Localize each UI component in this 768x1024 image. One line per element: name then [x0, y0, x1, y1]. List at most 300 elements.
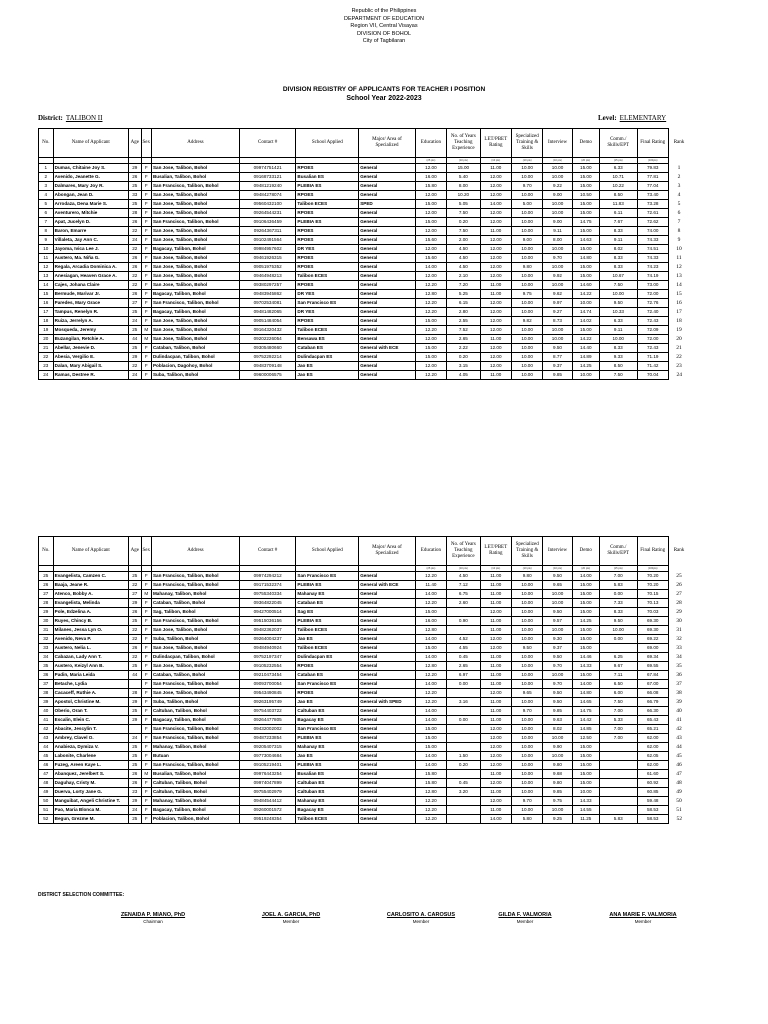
cell-let-rating: 12.00 — [480, 236, 511, 245]
table-row — [39, 290, 690, 299]
cell-let-rating: 12.00 — [480, 263, 511, 272]
cell-interview: 10.00 — [543, 752, 572, 761]
cell-name: Austero, Keizyl Ann B. — [53, 662, 128, 671]
cell-no: 42 — [39, 725, 54, 734]
cell-experience — [447, 815, 480, 824]
cell-address: Caltuban, Talibon, Bohol — [151, 788, 239, 797]
cell-education: 15.00 — [415, 317, 446, 326]
cell-education: 12.00 — [415, 362, 446, 371]
cell-name: Manguibat, Angeli Christine T. — [53, 797, 128, 806]
table-row — [39, 335, 690, 344]
cell-training: 10.00 — [511, 608, 542, 617]
cell-interview: 10.00 — [543, 335, 572, 344]
cell-major: General — [359, 236, 416, 245]
cell-rank: 43 — [676, 735, 682, 741]
cell-demo: 14.33 — [572, 662, 599, 671]
cell-name: Fuzeg, Areen Kaye L. — [53, 761, 128, 770]
cell-sex: F — [141, 173, 151, 182]
cell-let-rating: 12.00 — [480, 743, 511, 752]
cell-interview: 9.22 — [543, 182, 572, 191]
cell-name: Baron, Emarre — [53, 227, 128, 236]
cell-let-rating: 12.00 — [480, 326, 511, 335]
cell-no: 37 — [39, 680, 54, 689]
cell-contact: 09976443254 — [239, 770, 296, 779]
cell-final-rating: 72.76 — [637, 299, 668, 308]
table-row — [39, 707, 690, 716]
level-field — [598, 114, 666, 122]
cell-comm-skills: 10.33 — [599, 308, 637, 317]
cell-training: 10.00 — [511, 218, 542, 227]
points-cell: (100pts) — [637, 566, 668, 572]
cell-training: 10.00 — [511, 272, 542, 281]
cell-address: San Jose, Talibon, Bohol — [151, 263, 239, 272]
cell-experience: 3.16 — [447, 698, 480, 707]
cell-address: San Jose, Talibon, Bohol — [151, 209, 239, 218]
cell-final-rating: 72.00 — [637, 290, 668, 299]
cell-age: 22 — [128, 581, 141, 590]
cell-age: 25 — [128, 572, 141, 581]
cell-let-rating: 11.00 — [480, 698, 511, 707]
cell-comm-skills: 6.50 — [599, 680, 637, 689]
cell-age: 26 — [128, 290, 141, 299]
cell-rank: 47 — [676, 771, 682, 777]
cell-experience: 4.05 — [447, 371, 480, 380]
cell-name: Jayoma, Ivica Lee J. — [53, 245, 128, 254]
cell-name: Anabieza, Dymiza V. — [53, 743, 128, 752]
cell-demo: 14.42 — [572, 716, 599, 725]
cell-interview: 10.00 — [543, 590, 572, 599]
cell-name: Dalmares, Mary Joy R. — [53, 182, 128, 191]
cell-let-rating: 12.00 — [480, 317, 511, 326]
cell-demo: 15.00 — [572, 245, 599, 254]
cell-training: 10.00 — [511, 779, 542, 788]
cell-age: 26 — [128, 779, 141, 788]
cell-interview: 8.00 — [543, 236, 572, 245]
cell-no: 3 — [39, 182, 54, 191]
cell-age: 25 — [128, 617, 141, 626]
cell-let-rating: 12.00 — [480, 209, 511, 218]
cell-let-rating: 12.00 — [480, 797, 511, 806]
cell-let-rating: 11.00 — [480, 653, 511, 662]
cell-rank: 9 — [677, 237, 681, 243]
table-row — [39, 635, 690, 644]
table-row — [39, 299, 690, 308]
table-row — [39, 734, 690, 743]
document-title — [0, 86, 768, 103]
cell-contact: 09171532374 — [239, 581, 296, 590]
cell-age: 22 — [128, 626, 141, 635]
column-header-major: Major/ Area of Specialized — [359, 129, 416, 158]
points-cell: (20 pts) — [572, 566, 599, 572]
table-row — [39, 806, 690, 815]
cell-rank: 12 — [676, 264, 682, 270]
cell-training: 10.00 — [511, 806, 542, 815]
cell-interview: 10.00 — [543, 671, 572, 680]
cell-no: 2 — [39, 173, 54, 182]
cell-training: 10.00 — [511, 698, 542, 707]
cell-education: 15.00 — [415, 200, 446, 209]
cell-final-rating: 58.53 — [637, 806, 668, 815]
signer-member — [366, 912, 476, 924]
cell-education: 14.00 — [415, 590, 446, 599]
cell-contact: 09364822045 — [239, 599, 296, 608]
cell-let-rating: 11.00 — [480, 572, 511, 581]
cell-final-rating: 67.00 — [637, 680, 668, 689]
cell-age: 26 — [128, 644, 141, 653]
cell-school: PLEBIA ES — [296, 581, 359, 590]
cell-education: 12.20 — [415, 599, 446, 608]
cell-sex: F — [141, 290, 151, 299]
cell-no: 12 — [39, 263, 54, 272]
cell-major: General — [359, 572, 416, 581]
cell-address: San Francisco, Talibon, Bohol — [151, 680, 239, 689]
cell-comm-skills: 9.11 — [599, 326, 637, 335]
cell-education: 12.20 — [415, 815, 446, 824]
cell-major: General — [359, 308, 416, 317]
table-row — [39, 164, 690, 173]
cell-education: 12.20 — [415, 281, 446, 290]
cell-contact: 09105232554 — [239, 662, 296, 671]
column-header-school: School Applied — [296, 537, 359, 566]
cell-no: 25 — [39, 572, 54, 581]
column-header-let-rating: LET/PBET Rating — [480, 537, 511, 566]
cell-name: Dumas, Chitaine Joy S. — [53, 164, 128, 173]
cell-demo: 15.00 — [572, 599, 599, 608]
cell-school: Talibon ECES — [296, 200, 359, 209]
cell-training: 9.80 — [511, 263, 542, 272]
cell-name: Aventurero, Mitchie — [53, 209, 128, 218]
cell-school: PLEBIA ES — [296, 734, 359, 743]
cell-name: Cabazan, Lady Ann T. — [53, 653, 128, 662]
cell-comm-skills: 7.00 — [599, 707, 637, 716]
cell-comm-skills: 7.50 — [599, 281, 637, 290]
column-header-final-rating: Final Rating — [637, 537, 668, 566]
cell-no: 51 — [39, 806, 54, 815]
cell-rank: 14 — [676, 282, 682, 288]
cell-no: 11 — [39, 254, 54, 263]
cell-address: San Jose, Talibon, Bohol — [151, 326, 239, 335]
cell-training: 10.00 — [511, 173, 542, 182]
cell-demo: 14.00 — [572, 680, 599, 689]
cell-contact: 09164320432 — [239, 326, 296, 335]
column-header-education: Education — [415, 537, 446, 566]
cell-rank: 22 — [676, 354, 682, 360]
cell-demo: 15.00 — [572, 581, 599, 590]
cell-major: General — [359, 653, 416, 662]
cell-final-rating: 62.00 — [637, 734, 668, 743]
cell-address: San Jose, Talibon, Bohol — [151, 272, 239, 281]
table-row — [39, 626, 690, 635]
cell-school: Jao ES — [296, 752, 359, 761]
cell-education: 15.80 — [415, 770, 446, 779]
cell-comm-skills: 9.11 — [599, 236, 637, 245]
cell-contact: 09093700054 — [239, 680, 296, 689]
column-header-experience: No. of Years Teaching Experience — [447, 129, 480, 158]
cell-name: Austero, Nelia L. — [53, 644, 128, 653]
signer-position: Chairman — [143, 919, 163, 924]
cell-final-rating: 62.00 — [637, 761, 668, 770]
cell-school: Jao ES — [296, 371, 359, 380]
cell-demo: 15.00 — [572, 272, 599, 281]
cell-contact: 09755402979 — [239, 788, 296, 797]
cell-rank: 10 — [676, 246, 682, 252]
cell-comm-skills: 6.25 — [599, 653, 637, 662]
cell-interview: 9.50 — [543, 698, 572, 707]
cell-education: 14.00 — [415, 635, 446, 644]
cell-experience: 10.20 — [447, 191, 480, 200]
cell-address: Suba, Talibon, Bohol — [151, 635, 239, 644]
cell-education: 12.00 — [415, 335, 446, 344]
cell-comm-skills: 9.33 — [599, 353, 637, 362]
cell-school: RPOES — [296, 227, 359, 236]
cell-school: San Francisco ES — [296, 680, 359, 689]
cell-experience — [447, 806, 480, 815]
cell-final-rating: 60.85 — [637, 788, 668, 797]
cell-final-rating: 65.21 — [637, 725, 668, 734]
cell-major: General — [359, 299, 416, 308]
cell-rank: 38 — [676, 690, 682, 696]
cell-final-rating: 59.48 — [637, 797, 668, 806]
cell-rank: 46 — [676, 762, 682, 768]
cell-name: Ruiza, Jerrelyn A. — [53, 317, 128, 326]
cell-education: 15.60 — [415, 254, 446, 263]
table-row — [39, 236, 690, 245]
cell-age: 25 — [128, 200, 141, 209]
cell-interview: 10.00 — [543, 245, 572, 254]
cell-school: RPOES — [296, 662, 359, 671]
column-header-interview: Interview — [543, 129, 572, 158]
cell-no: 22 — [39, 353, 54, 362]
signer-member — [470, 912, 580, 924]
cell-final-rating: 69.00 — [637, 644, 668, 653]
cell-contact: 09264367311 — [239, 227, 296, 236]
table-row — [39, 254, 690, 263]
cell-sex: F — [141, 788, 151, 797]
cell-let-rating: 11.00 — [480, 281, 511, 290]
cell-demo: 14.74 — [572, 308, 599, 317]
cell-age: 22 — [128, 635, 141, 644]
table-row — [39, 572, 690, 581]
cell-contact: 09600006575 — [239, 371, 296, 380]
points-cell: (10 pts) — [543, 158, 572, 164]
cell-training: 10.00 — [511, 344, 542, 353]
cell-training: 10.00 — [511, 164, 542, 173]
cell-experience: 15.00 — [447, 164, 480, 173]
cell-school: PLEBIA ES — [296, 761, 359, 770]
points-cell: (10 pts) — [511, 566, 542, 572]
cell-interview: 8.77 — [543, 353, 572, 362]
cell-school: Caltuban ES — [296, 779, 359, 788]
registry-table-1 — [38, 128, 690, 380]
cell-rank: 18 — [676, 318, 682, 324]
cell-rank: 33 — [676, 645, 682, 651]
cell-education: 12.00 — [415, 209, 446, 218]
table-row — [39, 344, 690, 353]
cell-comm-skills — [599, 761, 637, 770]
cell-name: Villaleta, Jay Ann C. — [53, 236, 128, 245]
committee-label: DISTRICT SELECTION COMMITTEE: — [38, 892, 125, 898]
district-label: District: — [38, 114, 63, 122]
cell-comm-skills: 10.00 — [599, 626, 637, 635]
cell-rank: 39 — [676, 699, 682, 705]
cell-experience: 2.60 — [447, 599, 480, 608]
cell-name: Evangelista, Camzen C. — [53, 572, 128, 581]
cell-comm-skills: 6.11 — [599, 209, 637, 218]
cell-interview: 10.00 — [543, 599, 572, 608]
cell-training: 10.00 — [511, 326, 542, 335]
cell-demo: 14.75 — [572, 707, 599, 716]
table-row — [39, 671, 690, 680]
table-row — [39, 716, 690, 725]
cell-education: 12.20 — [415, 326, 446, 335]
cell-demo: 14.02 — [572, 317, 599, 326]
table-row — [39, 245, 690, 254]
cell-training: 9.70 — [511, 707, 542, 716]
cell-name: Tampus, Renelyn R. — [53, 308, 128, 317]
cell-comm-skills: 0.00 — [599, 590, 637, 599]
cell-no: 41 — [39, 716, 54, 725]
cell-school: Bensawa ES — [296, 335, 359, 344]
cell-experience: 3.15 — [447, 362, 480, 371]
cell-school: Cataban ES — [296, 671, 359, 680]
header-row — [39, 537, 690, 566]
cell-let-rating: 11.00 — [480, 716, 511, 725]
cell-training: 10.00 — [511, 635, 542, 644]
cell-experience — [447, 734, 480, 743]
cell-let-rating: 12.00 — [480, 779, 511, 788]
cell-major: General — [359, 797, 416, 806]
cell-rank: 26 — [676, 582, 682, 588]
cell-address: San Jose, Talibon, Bohol — [151, 164, 239, 173]
cell-rank: 8 — [677, 228, 681, 234]
points-cell: (20 pts) — [572, 158, 599, 164]
cell-comm-skills — [599, 770, 637, 779]
cell-comm-skills: 8.50 — [599, 191, 637, 200]
cell-age: 23 — [128, 788, 141, 797]
cell-name: Abesia, Vergilio E. — [53, 353, 128, 362]
cell-contact: 09560432100 — [239, 200, 296, 209]
cell-contact: 09752197347 — [239, 653, 296, 662]
registry-table-2 — [38, 536, 690, 824]
cell-contact: 09264477805 — [239, 716, 296, 725]
cell-interview: 9.50 — [543, 653, 572, 662]
cell-rank: 23 — [676, 363, 682, 369]
cell-experience — [447, 689, 480, 698]
cell-contact: 09754403722 — [239, 707, 296, 716]
cell-interview: 10.00 — [543, 734, 572, 743]
table-row — [39, 662, 690, 671]
cell-experience: 7.52 — [447, 326, 480, 335]
cell-sex: F — [141, 317, 151, 326]
cell-education: 14.00 — [415, 716, 446, 725]
cell-experience — [447, 743, 480, 752]
letterhead-line: Region VII, Central Visayas — [350, 23, 418, 29]
cell-let-rating: 12.00 — [480, 725, 511, 734]
cell-school: Dulindacpan ES — [296, 353, 359, 362]
cell-experience: 2.55 — [447, 317, 480, 326]
level-value: ELEMENTARY — [619, 114, 667, 122]
points-cell: (10 pts) — [447, 566, 480, 572]
cell-contact: 09773004684 — [239, 752, 296, 761]
cell-comm-skills: 8.33 — [599, 344, 637, 353]
cell-final-rating: 70.20 — [637, 581, 668, 590]
cell-demo: 15.00 — [572, 200, 599, 209]
cell-major: General with ECE — [359, 581, 416, 590]
cell-age: 26 — [128, 770, 141, 779]
cell-education: 15.00 — [415, 218, 446, 227]
cell-demo: 15.00 — [572, 671, 599, 680]
cell-comm-skills: 8.50 — [599, 362, 637, 371]
cell-final-rating: 69.55 — [637, 662, 668, 671]
points-cell: (10 pts) — [543, 566, 572, 572]
cell-demo: 14.89 — [572, 353, 599, 362]
column-header-no: No. — [39, 129, 54, 158]
cell-name: Abacite, Jescylin T. — [53, 725, 128, 734]
cell-experience: 0.00 — [447, 716, 480, 725]
cell-rank: 13 — [676, 273, 682, 279]
cell-training: 9.50 — [511, 644, 542, 653]
cell-experience: 0.00 — [447, 680, 480, 689]
letterhead-line: DIVISION OF BOHOL — [356, 30, 412, 37]
cell-contact: 09210473454 — [239, 671, 296, 680]
column-header-name: Name of Applicant — [53, 129, 128, 158]
cell-major: General — [359, 599, 416, 608]
cell-school: PLEBIA ES — [296, 617, 359, 626]
cell-demo: 15.00 — [572, 770, 599, 779]
cell-comm-skills — [599, 797, 637, 806]
table-row — [39, 182, 690, 191]
cell-experience: 4.55 — [447, 644, 480, 653]
cell-major: General — [359, 707, 416, 716]
cell-comm-skills: 9.50 — [599, 299, 637, 308]
cell-comm-skills — [599, 806, 637, 815]
cell-contact: 09481219240 — [239, 182, 296, 191]
cell-name: Padin, Maria Leida — [53, 671, 128, 680]
cell-name: Betache, Lydia — [53, 680, 128, 689]
cell-address: San Jose, Talibon, Bohol — [151, 236, 239, 245]
cell-interview: 9.90 — [543, 743, 572, 752]
cell-school: Bagacay ES — [296, 716, 359, 725]
cell-name: Regala, Arcadia Dominica A. — [53, 263, 128, 272]
cell-contact: 09483945862 — [239, 290, 296, 299]
cell-experience: 5.05 — [447, 200, 480, 209]
letterhead — [0, 8, 768, 46]
cell-final-rating: 77.04 — [637, 182, 668, 191]
cell-school: Busalian ES — [296, 770, 359, 779]
cell-let-rating: 12.00 — [480, 254, 511, 263]
cell-address: San Jose, Talibon, Bohol — [151, 317, 239, 326]
cell-rank: 17 — [676, 309, 682, 315]
cell-let-rating: 11.00 — [480, 788, 511, 797]
letterhead-line: DEPARTMENT OF EDUCATION — [344, 15, 424, 22]
cell-no: 31 — [39, 626, 54, 635]
cell-final-rating: 66.08 — [637, 689, 668, 698]
cell-age: 22 — [128, 227, 141, 236]
cell-demo: 14.33 — [572, 797, 599, 806]
district-value: TALIBON II — [65, 114, 103, 122]
cell-school: Busalian ES — [296, 173, 359, 182]
cell-interview: 9.50 — [543, 572, 572, 581]
cell-address: San Jose, Talibon, Bohol — [151, 644, 239, 653]
cell-age: 25 — [128, 707, 141, 716]
cell-name: Begun, Grezme M. — [53, 815, 128, 824]
cell-comm-skills: 7.67 — [599, 218, 637, 227]
cell-sex: F — [141, 815, 151, 824]
cell-sex: F — [141, 662, 151, 671]
cell-age: 24 — [128, 317, 141, 326]
cell-interview: 10.00 — [543, 263, 572, 272]
column-header-contact: Contact # — [239, 129, 296, 158]
